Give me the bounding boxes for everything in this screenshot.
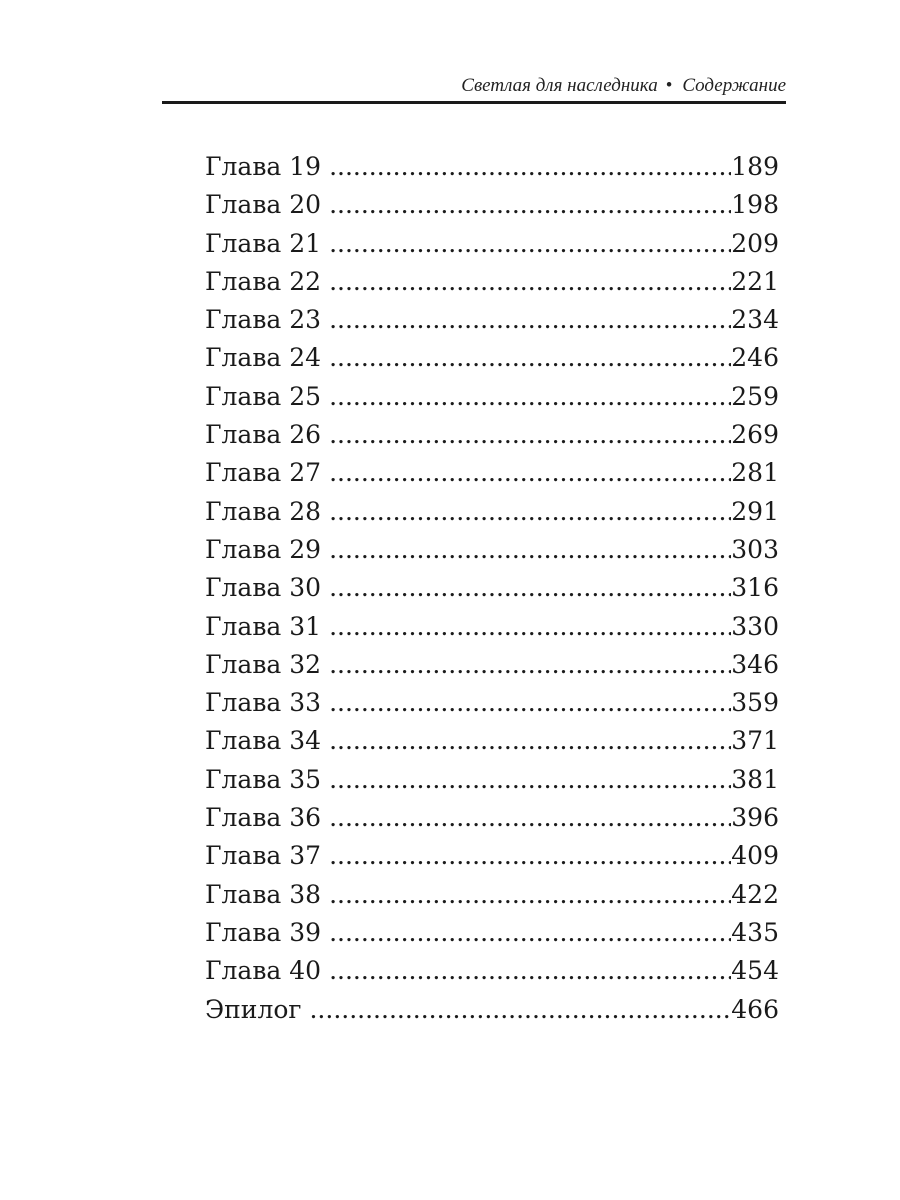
toc-entry-label: Глава 21 bbox=[205, 228, 322, 258]
toc-dot-leader bbox=[329, 876, 731, 914]
toc-entry-page-number: 303 bbox=[731, 534, 779, 564]
toc-entry-label: Глава 33 bbox=[205, 688, 322, 718]
toc-entry-page-number: 466 bbox=[731, 994, 779, 1024]
toc-entry-page-number: 269 bbox=[731, 420, 779, 450]
toc-dot-leader bbox=[329, 722, 731, 760]
toc-dot-leader bbox=[329, 837, 731, 875]
toc-dot-leader bbox=[309, 991, 731, 1029]
toc-entry bbox=[205, 608, 779, 646]
toc-entry bbox=[205, 914, 779, 952]
toc-dot-leader bbox=[329, 799, 731, 837]
header-book-title: Светлая для наследника bbox=[461, 75, 658, 96]
toc-entry bbox=[205, 761, 779, 799]
toc-dot-leader bbox=[329, 339, 731, 377]
toc-dot-leader bbox=[329, 646, 731, 684]
toc-entry-page-number: 330 bbox=[731, 611, 779, 641]
toc-entry bbox=[205, 569, 779, 607]
toc-entry bbox=[205, 263, 779, 301]
toc-entry-label: Глава 20 bbox=[205, 190, 322, 220]
toc-entry-page-number: 234 bbox=[731, 305, 779, 335]
toc-dot-leader bbox=[329, 301, 731, 339]
toc-entry-page-number: 409 bbox=[731, 841, 779, 871]
toc-entry-page-number: 422 bbox=[731, 879, 779, 909]
toc-entry-label: Глава 28 bbox=[205, 496, 322, 526]
toc-entry-label: Глава 31 bbox=[205, 611, 322, 641]
toc-entry-label: Глава 38 bbox=[205, 879, 322, 909]
toc-entry-page-number: 359 bbox=[731, 688, 779, 718]
toc-dot-leader bbox=[329, 148, 731, 186]
toc-entry bbox=[205, 646, 779, 684]
toc-entry bbox=[205, 339, 779, 377]
toc-entry-page-number: 209 bbox=[731, 228, 779, 258]
toc-entry-label: Глава 19 bbox=[205, 152, 322, 181]
toc-entry-page-number: 371 bbox=[731, 726, 779, 756]
toc-entry-page-number: 381 bbox=[731, 764, 779, 794]
toc-entry bbox=[205, 148, 779, 186]
toc-entry-page-number: 454 bbox=[731, 956, 779, 986]
toc-entry-label: Глава 36 bbox=[205, 803, 322, 833]
toc-entry bbox=[205, 876, 779, 914]
toc-entry bbox=[205, 454, 779, 492]
toc-entry-page-number: 189 bbox=[731, 152, 779, 181]
toc-entry bbox=[205, 684, 779, 722]
toc-entry-label: Глава 25 bbox=[205, 381, 322, 411]
toc-entry-label: Глава 26 bbox=[205, 420, 322, 450]
toc-dot-leader bbox=[329, 569, 731, 607]
toc-dot-leader bbox=[329, 952, 731, 990]
toc-entry-page-number: 221 bbox=[731, 266, 779, 296]
toc-entry-label: Глава 22 bbox=[205, 266, 322, 296]
running-header bbox=[162, 74, 786, 98]
table-of-contents bbox=[205, 148, 779, 1029]
toc-dot-leader bbox=[329, 608, 731, 646]
toc-dot-leader bbox=[329, 225, 731, 263]
toc-entry-label: Эпилог bbox=[205, 994, 302, 1024]
toc-dot-leader bbox=[329, 186, 731, 224]
toc-entry-page-number: 246 bbox=[731, 343, 779, 373]
header-section: Содержание bbox=[682, 75, 786, 96]
toc-entry bbox=[205, 186, 779, 224]
toc-dot-leader bbox=[329, 493, 731, 531]
toc-entry-label: Глава 37 bbox=[205, 841, 322, 871]
toc-dot-leader bbox=[329, 684, 731, 722]
toc-dot-leader bbox=[329, 914, 731, 952]
toc-dot-leader bbox=[329, 378, 731, 416]
toc-entry-page-number: 346 bbox=[731, 649, 779, 679]
toc-entry bbox=[205, 799, 779, 837]
toc-entry-page-number: 435 bbox=[731, 917, 779, 947]
toc-entry bbox=[205, 416, 779, 454]
toc-entry-page-number: 281 bbox=[731, 458, 779, 488]
toc-entry-page-number: 198 bbox=[731, 190, 779, 220]
toc-entry-label: Глава 35 bbox=[205, 764, 322, 794]
toc-entry bbox=[205, 378, 779, 416]
toc-entry-label: Глава 27 bbox=[205, 458, 322, 488]
toc-entry-label: Глава 34 bbox=[205, 726, 322, 756]
toc-entry-page-number: 291 bbox=[731, 496, 779, 526]
toc-dot-leader bbox=[329, 531, 731, 569]
toc-entry-label: Глава 30 bbox=[205, 573, 322, 603]
toc-entry bbox=[205, 225, 779, 263]
toc-entry-page-number: 316 bbox=[731, 573, 779, 603]
toc-entry bbox=[205, 301, 779, 339]
toc-dot-leader bbox=[329, 263, 731, 301]
header-separator: • bbox=[665, 75, 673, 96]
toc-entry bbox=[205, 837, 779, 875]
toc-entry bbox=[205, 991, 779, 1029]
toc-entry-label: Глава 29 bbox=[205, 534, 322, 564]
toc-entry bbox=[205, 722, 779, 760]
toc-entry-page-number: 396 bbox=[731, 803, 779, 833]
toc-entry-label: Глава 32 bbox=[205, 649, 322, 679]
toc-entry-page-number: 259 bbox=[731, 381, 779, 411]
toc-dot-leader bbox=[329, 454, 731, 492]
toc-entry-label: Глава 23 bbox=[205, 305, 322, 335]
toc-entry bbox=[205, 531, 779, 569]
header-rule bbox=[162, 101, 786, 104]
toc-entry bbox=[205, 493, 779, 531]
toc-entry-label: Глава 40 bbox=[205, 956, 322, 986]
toc-dot-leader bbox=[329, 416, 731, 454]
toc-entry-label: Глава 39 bbox=[205, 917, 322, 947]
toc-entry-label: Глава 24 bbox=[205, 343, 322, 373]
toc-dot-leader bbox=[329, 761, 731, 799]
toc-entry bbox=[205, 952, 779, 990]
